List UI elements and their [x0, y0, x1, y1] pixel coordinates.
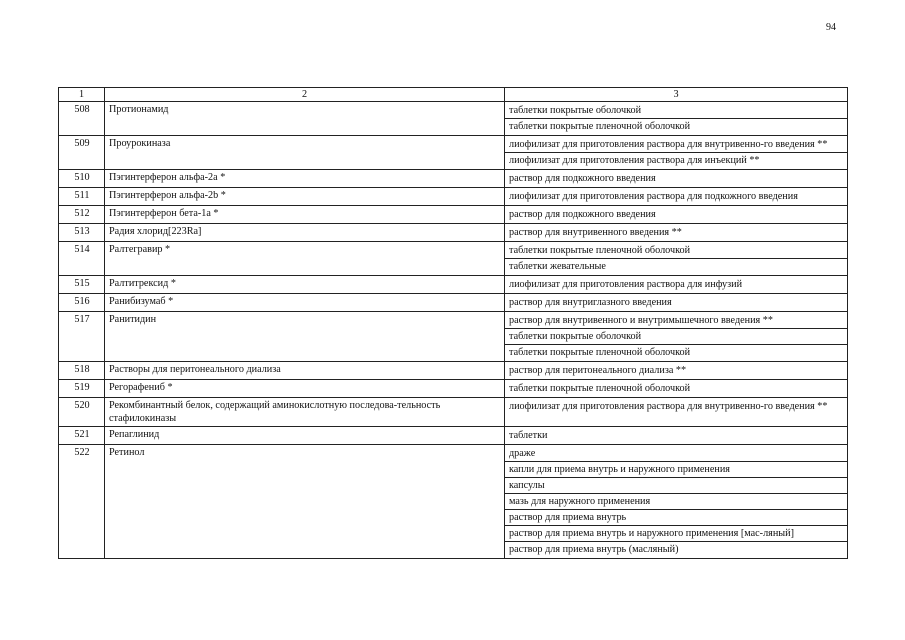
dosage-forms [505, 445, 848, 559]
dosage-form: лиофилизат для приготовления раствора для инфузий [509, 279, 743, 290]
dosage-form: лиофилизат для приготовления раствора для подкожного введения [509, 191, 798, 202]
dosage-form: раствор для подкожного введения [509, 173, 656, 184]
row-number: 519 [59, 380, 105, 398]
row-number: 518 [59, 362, 105, 380]
row-number: 515 [59, 276, 105, 294]
header-col-2: 2 [105, 88, 505, 102]
drug-table [58, 87, 848, 559]
dosage-form: драже [505, 446, 847, 462]
dosage-forms [505, 102, 848, 136]
table-row [59, 136, 848, 170]
dosage-form: раствор для приема внутрь [505, 510, 847, 526]
dosage-form: раствор для внутриглазного введения [509, 297, 672, 308]
dosage-form: таблетки покрытые пленочной оболочкой [509, 121, 691, 132]
table-row [59, 362, 848, 380]
dosage-form: раствор для перитонеального диализа ** [509, 365, 687, 376]
drug-name: Ранибизумаб * [105, 294, 505, 312]
header-col-3: 3 [505, 88, 848, 102]
drug-name: Ретинол [105, 445, 505, 559]
drug-name: Радия хлорид[223Ra] [105, 224, 505, 242]
dosage-form: таблетки [509, 430, 548, 441]
row-number: 514 [59, 242, 105, 276]
dosage-forms [505, 398, 848, 427]
drug-name: Рекомбинантный белок, содержащий аминокислотную последова-тельность стафилокиназы [105, 398, 505, 427]
dosage-form: таблетки покрытые пленочной оболочкой [509, 383, 691, 394]
dosage-forms [505, 224, 848, 242]
dosage-form: раствор для внутривенного введения ** [509, 227, 682, 238]
dosage-forms [505, 380, 848, 398]
table-row [59, 188, 848, 206]
dosage-form: таблетки жевательные [509, 261, 606, 272]
dosage-forms [505, 170, 848, 188]
dosage-form: раствор для приема внутрь (масляный) [509, 544, 679, 555]
table-body [59, 102, 848, 559]
dosage-forms [505, 136, 848, 170]
row-number: 521 [59, 427, 105, 445]
table-row [59, 380, 848, 398]
dosage-forms [505, 294, 848, 312]
table-row [59, 294, 848, 312]
drug-name: Ралтитрексид * [105, 276, 505, 294]
dosage-form: таблетки покрытые оболочкой [505, 103, 847, 119]
row-number: 513 [59, 224, 105, 242]
table-row [59, 312, 848, 362]
dosage-form: лиофилизат для приготовления раствора для внутривенно-го введения ** [509, 401, 828, 412]
dosage-forms [505, 427, 848, 445]
table-row [59, 224, 848, 242]
table-row [59, 398, 848, 427]
drug-name: Ралтегравир * [105, 242, 505, 276]
dosage-form: капли для приема внутрь и наружного применения [505, 462, 847, 478]
dosage-form: мазь для наружного применения [505, 494, 847, 510]
row-number: 520 [59, 398, 105, 427]
table-row [59, 206, 848, 224]
dosage-form: лиофилизат для приготовления раствора для инъекций ** [509, 155, 760, 166]
dosage-forms [505, 188, 848, 206]
drug-name: Растворы для перитонеального диализа [105, 362, 505, 380]
header-col-1: 1 [59, 88, 105, 102]
table-row [59, 170, 848, 188]
drug-name: Репаглинид [105, 427, 505, 445]
dosage-forms [505, 276, 848, 294]
page-number: 94 [826, 22, 836, 33]
row-number: 511 [59, 188, 105, 206]
dosage-form: лиофилизат для приготовления раствора для внутривенно-го введения ** [505, 137, 847, 153]
drug-name: Пэгинтерферон альфа-2b * [105, 188, 505, 206]
table-row [59, 445, 848, 559]
drug-name: Пэгинтерферон альфа-2а * [105, 170, 505, 188]
row-number: 516 [59, 294, 105, 312]
table-row [59, 276, 848, 294]
dosage-form: таблетки покрытые пленочной оболочкой [505, 243, 847, 259]
drug-name: Проурокиназа [105, 136, 505, 170]
table-row [59, 102, 848, 136]
dosage-form: капсулы [505, 478, 847, 494]
dosage-form: раствор для подкожного введения [509, 209, 656, 220]
dosage-forms [505, 362, 848, 380]
row-number: 512 [59, 206, 105, 224]
dosage-form: таблетки покрытые пленочной оболочкой [509, 347, 691, 358]
dosage-forms [505, 242, 848, 276]
dosage-forms [505, 206, 848, 224]
table-row [59, 242, 848, 276]
row-number: 509 [59, 136, 105, 170]
dosage-forms [505, 312, 848, 362]
dosage-form: раствор для приема внутрь и наружного применения [мас-ляный] [505, 526, 847, 542]
table-header-row [59, 88, 848, 102]
drug-name: Ранитидин [105, 312, 505, 362]
row-number: 517 [59, 312, 105, 362]
row-number: 522 [59, 445, 105, 559]
drug-name: Протионамид [105, 102, 505, 136]
drug-name: Регорафениб * [105, 380, 505, 398]
dosage-form: таблетки покрытые оболочкой [505, 329, 847, 345]
dosage-form: раствор для внутривенного и внутримышечного введения ** [505, 313, 847, 329]
drug-name: Пэгинтерферон бета-1а * [105, 206, 505, 224]
table-row [59, 427, 848, 445]
row-number: 510 [59, 170, 105, 188]
row-number: 508 [59, 102, 105, 136]
